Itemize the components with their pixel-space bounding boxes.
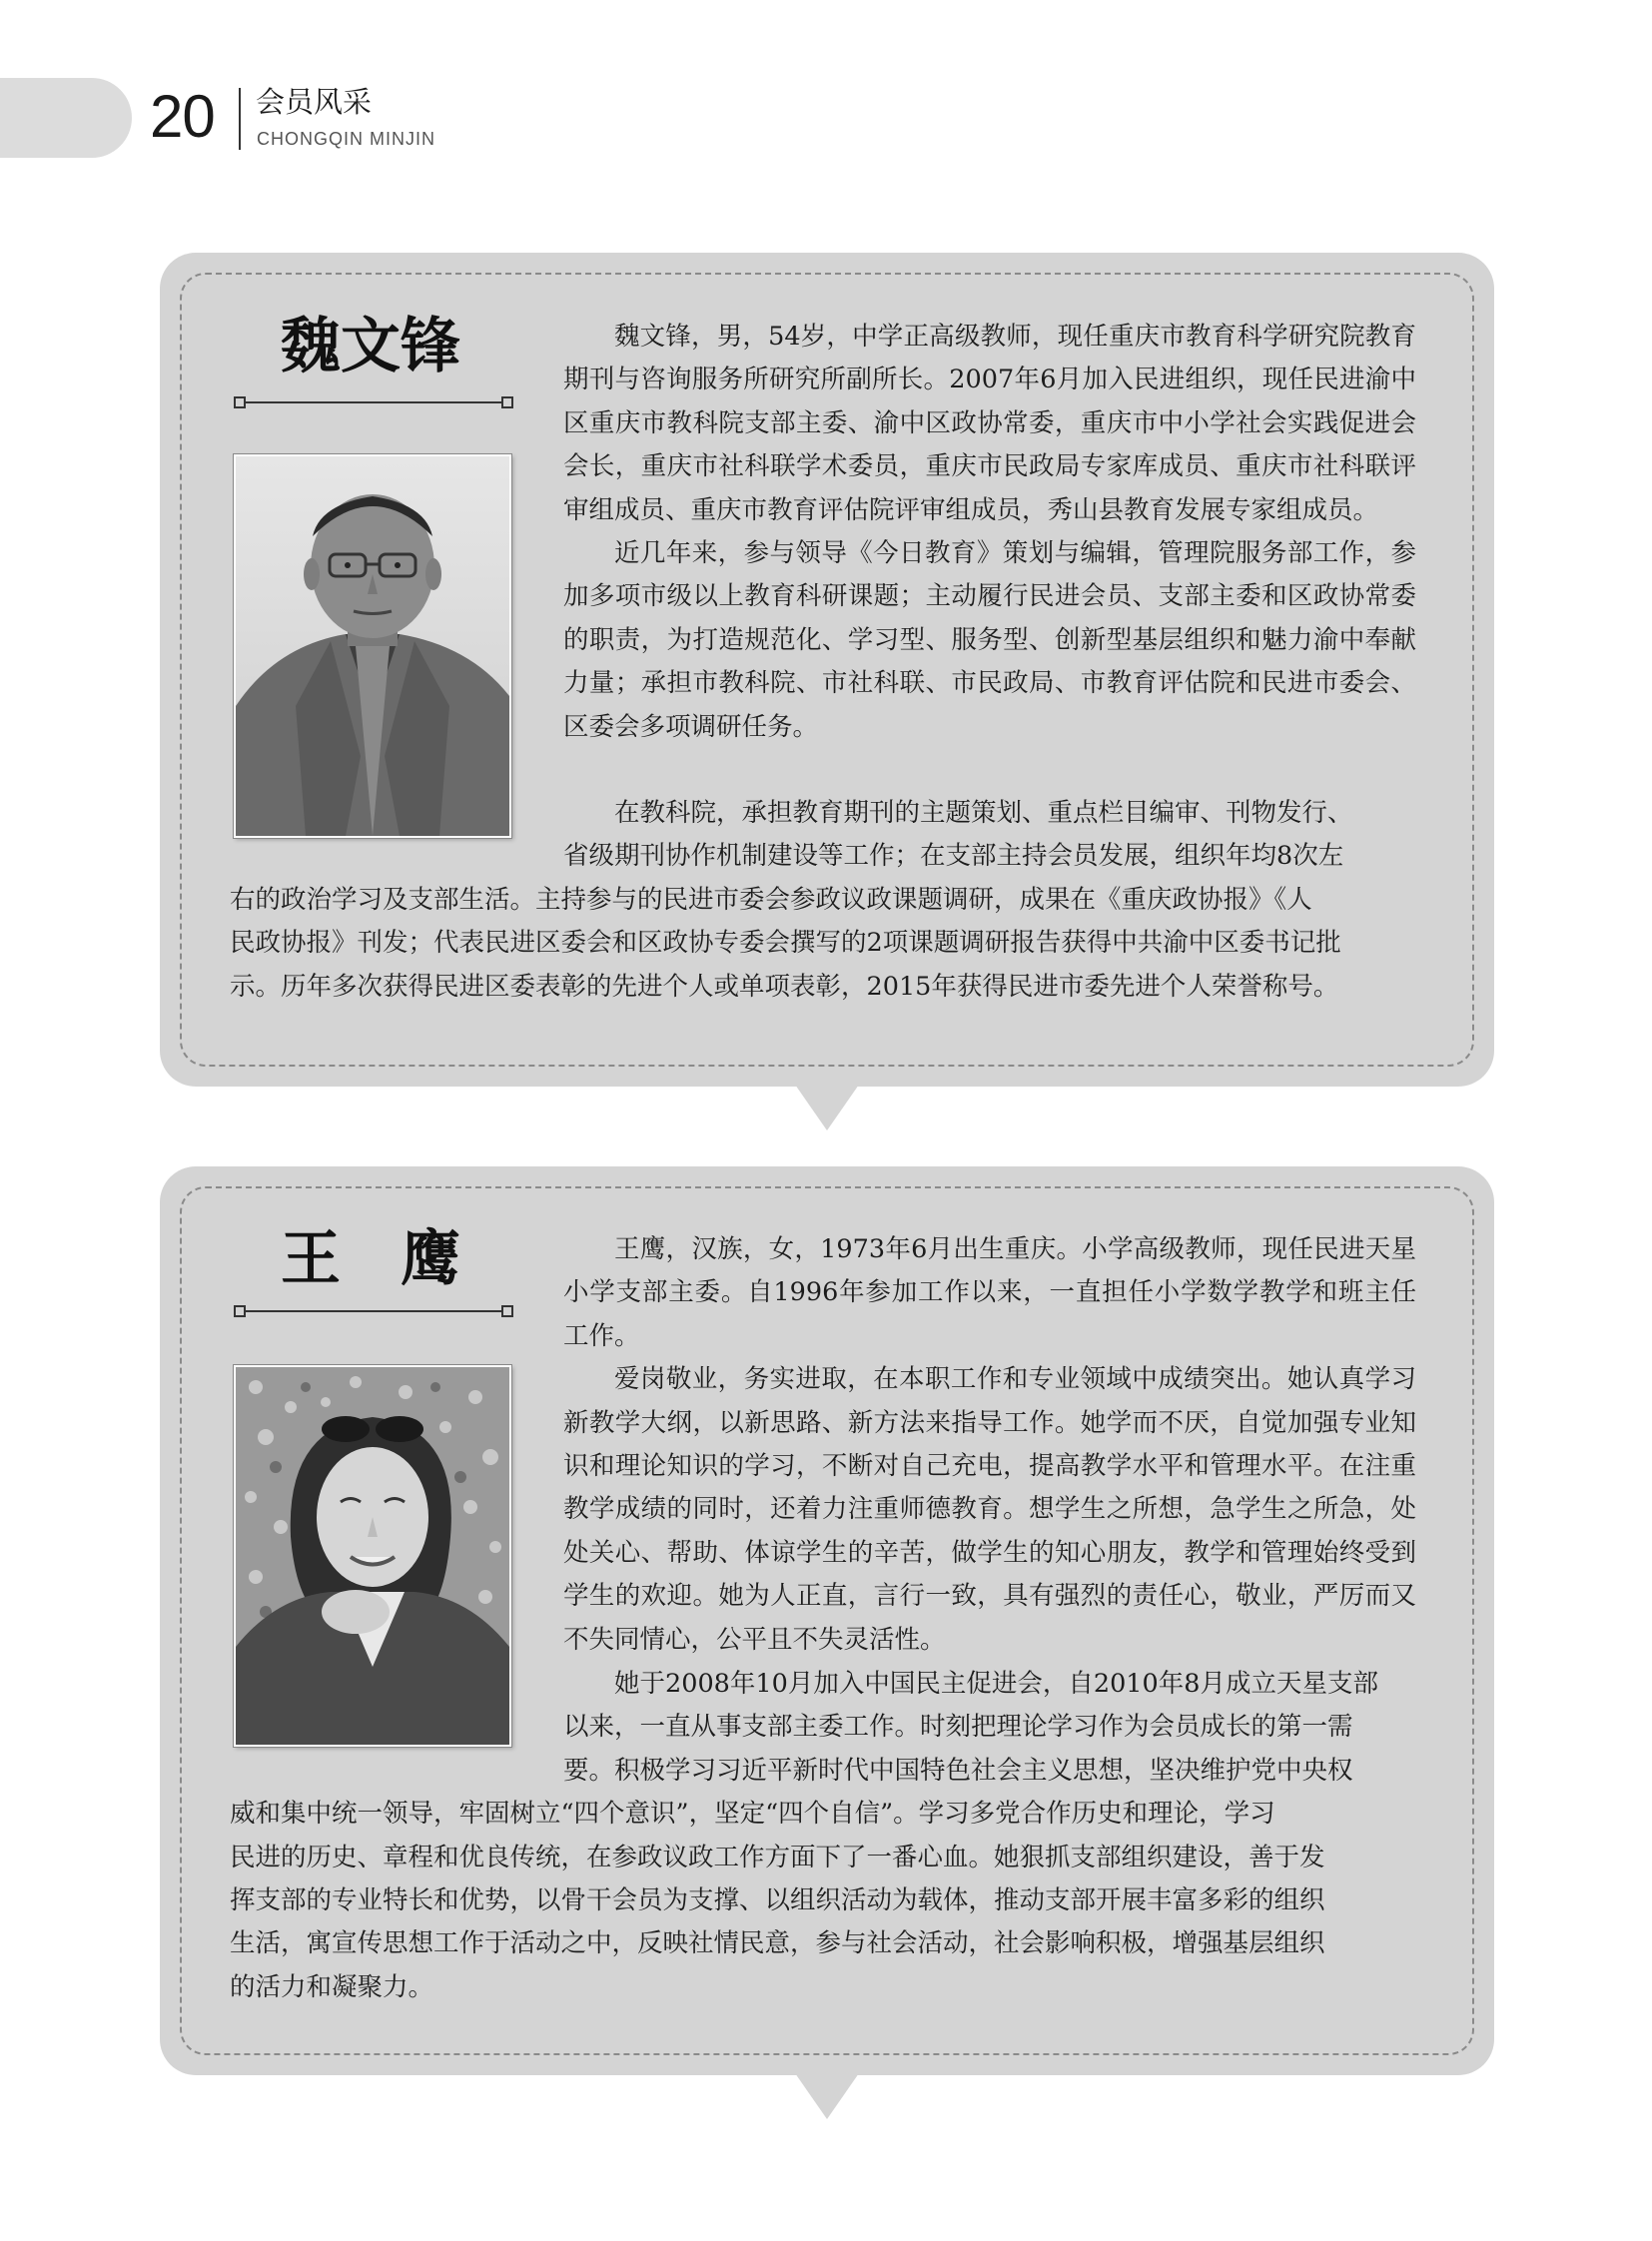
name-underline — [240, 1310, 507, 1312]
bio-line: 以来，一直从事支部主委工作。时刻把理论学习作为会员成长的第一需 — [563, 1712, 1353, 1743]
name-underline — [240, 401, 507, 403]
bio-line: 要。积极学习习近平新时代中国特色社会主义思想，坚决维护党中央权 — [563, 1755, 1353, 1786]
section-subtitle: CHONGQIN MINJIN — [257, 129, 435, 149]
bio-line: 她于2008年10月加入中国民主促进会，自2010年8月成立天星支部 — [614, 1669, 1378, 1699]
bio-line: 挥支部的专业特长和优势，以骨干会员为支撑、以组织活动为载体，推动支部开展丰富多彩的组织 — [230, 1885, 1325, 1916]
profile-bio — [563, 1228, 1416, 1662]
rule-end-marker — [501, 396, 513, 408]
bio-paragraph: 魏文锋，男，54岁，中学正高级教师，现任重庆市教育科学研究院教育期刊与咨询服务所研究所副所长。2007年6月加入民进组织，现任民进渝中区重庆市教科院支部主委、渝中区政协常委，重庆市中小学社会实践促进会会长，重庆市社科联学术委员，重庆市民政局专家库成员、重庆市社科联评审组成员、重庆市教育评估院评审组成员，秀山县教育发展专家组成员。 — [563, 322, 1416, 525]
profile-name: 魏文锋 — [281, 312, 460, 381]
card-pointer — [795, 1085, 859, 1130]
card-pointer — [795, 2073, 859, 2119]
profile-name: 王 鹰 — [281, 1224, 460, 1294]
bio-paragraph: 王鹰，汉族，女，1973年6月出生重庆。小学高级教师，现任民进天星小学支部主委。自1996年参加工作以来，一直担任小学数学教学和班主任工作。 — [563, 1234, 1416, 1351]
bio-line: 示。历年多次获得民进区委表彰的先进个人或单项表彰，2015年获得民进市委先进个人荣誉称号。 — [230, 971, 1339, 1002]
bio-line: 民政协报》刊发；代表民进区委会和区政协专委会撰写的2项课题调研报告获得中共渝中区委书记批 — [230, 928, 1341, 959]
bio-line: 威和集中统一领导，牢固树立“四个意识”，坚定“四个自信”。学习多党合作历史和理论，学习 — [230, 1799, 1275, 1830]
rule-end-marker — [234, 1305, 246, 1317]
rule-end-marker — [501, 1305, 513, 1317]
rule-end-marker — [234, 396, 246, 408]
page-number: 20 — [150, 83, 215, 150]
bio-line: 在教科院，承担教育期刊的主题策划、重点栏目编审、刊物发行、 — [614, 798, 1353, 828]
bio-line: 生活，寓宣传思想工作于活动之中，反映社情民意，参与社会活动，社会影响积极，增强基层组织 — [230, 1928, 1325, 1959]
portrait-man-photo — [234, 454, 511, 838]
header-divider — [239, 88, 241, 150]
bio-line: 右的政治学习及支部生活。主持参与的民进市委会参政议政课题调研，成果在《重庆政协报》《人 — [230, 884, 1312, 915]
header-tab-shape — [0, 78, 132, 158]
bio-line: 民进的历史、章程和优良传统，在参政议政工作方面下了一番心血。她狠抓支部组织建设，善于发 — [230, 1842, 1325, 1872]
section-title: 会员风采 — [256, 85, 373, 119]
bio-paragraph: 爱岗敬业，务实进取，在本职工作和专业领域中成绩突出。她认真学习新教学大纲，以新思路、新方法来指导工作。她学而不厌，自觉加强专业知识和理论知识的学习，不断对自己充电，提高教学水平和管理水平。在注重教学成绩的同时，还着力注重师德教育。想学生之所想，急学生之所急，处处关心、帮助、体谅学生的辛苦，做学生的知心朋友，教学和管理始终受到学生的欢迎。她为人正直，言行一致，具有强烈的责任心，敬业，严厉而又不失同情心，公平且不失灵活性。 — [563, 1364, 1416, 1655]
profile-bio-continued — [230, 792, 1428, 1009]
bio-line: 的活力和凝聚力。 — [230, 1971, 434, 2002]
profile-bio-continued — [230, 1663, 1428, 2009]
profile-bio — [563, 316, 1416, 749]
bio-paragraph: 近几年来，参与领导《今日教育》策划与编辑，管理院服务部工作，参加多项市级以上教育科研课题；主动履行民进会员、支部主委和区政协常委的职责，为打造规范化、学习型、服务型、创新型基层组织和魅力渝中奉献力量；承担市教科院、市社科联、市民政局、市教育评估院和民进市委会、区委会多项调研任务。 — [563, 538, 1416, 742]
bio-line: 省级期刊协作机制建设等工作；在支部主持会员发展，组织年均8次左 — [563, 841, 1344, 872]
